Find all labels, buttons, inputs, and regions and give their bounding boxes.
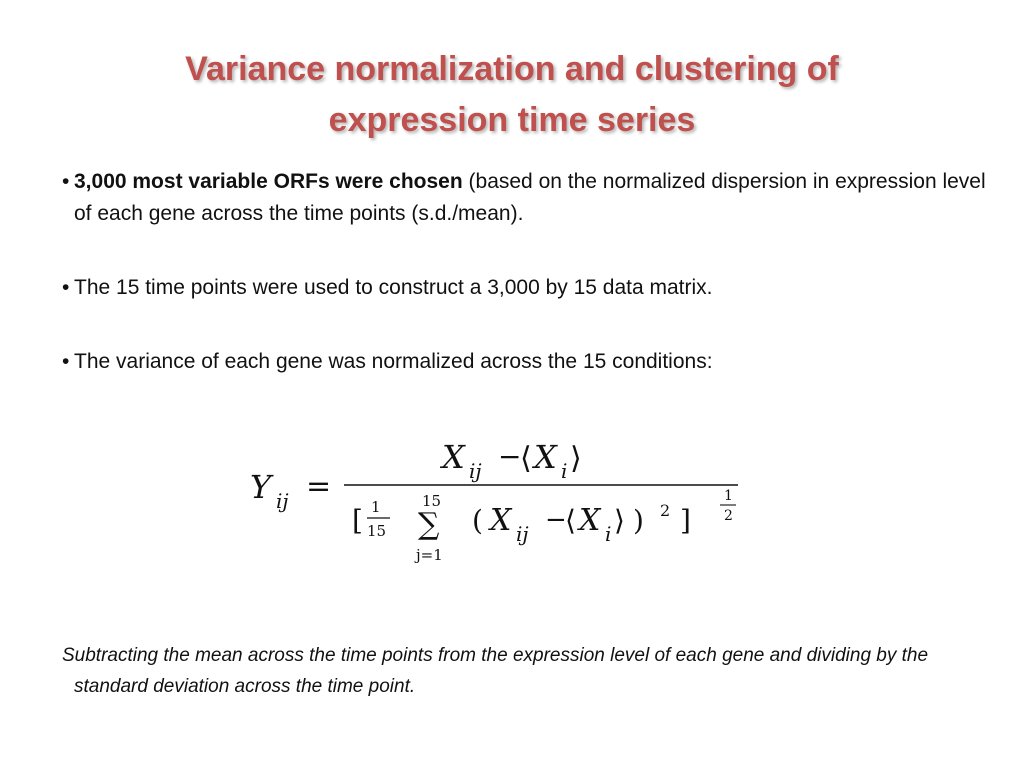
bullet-item-variance (62, 346, 994, 378)
formula-den-sub: ij (516, 522, 529, 546)
normalization-formula (240, 430, 760, 580)
formula-den-var: X (490, 503, 512, 538)
formula-num-var: X (442, 438, 465, 476)
formula-sum-lower: j=1 (416, 546, 443, 564)
slide-title (40, 44, 984, 146)
formula-den-langle: ⟨ (565, 504, 576, 537)
formula-exp-den: 2 (724, 508, 733, 524)
formula-square: 2 (660, 501, 671, 520)
formula-equals: = (306, 469, 332, 504)
formula-rparen: ) (633, 504, 644, 537)
formula-rbracket: ] (680, 504, 691, 537)
title-line-2: expression time series (328, 101, 696, 139)
formula-num-rangle: ⟩ (570, 441, 582, 476)
formula-den-minus: − (545, 505, 567, 535)
formula-num-mean-var: X (534, 438, 557, 476)
formula-lparen: ( (472, 504, 483, 537)
formula-den-rangle: ⟩ (614, 504, 625, 537)
bullet-bold-text: 3,000 most variable ORFs were chosen (74, 170, 463, 193)
bullet-marker: • (62, 276, 70, 299)
bullet-marker: • (62, 350, 70, 373)
formula-lbracket: [ (352, 504, 363, 537)
formula-lhs-sub: ij (276, 489, 289, 513)
formula-sum-upper: 15 (422, 492, 442, 510)
bullet-text: (based on the normalized dispersion in expression level of each gene across the time points (s.d./mean). (74, 170, 986, 225)
formula-frac-num: 1 (371, 498, 381, 516)
formula-den-mean-var: X (579, 503, 601, 538)
formula-den-mean-sub: i (605, 522, 612, 546)
bullet-text: The variance of each gene was normalized across the 15 conditions: (74, 350, 713, 373)
formula-num-langle: ⟨ (520, 441, 532, 476)
formula-exp-num: 1 (724, 488, 733, 504)
bullet-marker: • (62, 170, 70, 193)
formula-num-sub: ij (469, 459, 482, 483)
bullet-text: The 15 time points were used to construct a 3,000 by 15 data matrix. (74, 276, 713, 299)
bullet-item-orfs (62, 166, 994, 230)
formula-num-mean-sub: i (561, 459, 568, 483)
title-line-1: Variance normalization and clustering of (185, 50, 839, 88)
footnote: Subtracting the mean across the time points from the expression level of each gene and dividing by the standard deviation across the time point. (62, 645, 929, 697)
formula-sum-symbol: ∑ (418, 507, 440, 542)
bullet-item-matrix (62, 272, 994, 304)
formula-num-minus: − (498, 440, 522, 473)
formula-lhs-var: Y (250, 468, 272, 506)
formula-frac-den: 15 (367, 522, 387, 540)
